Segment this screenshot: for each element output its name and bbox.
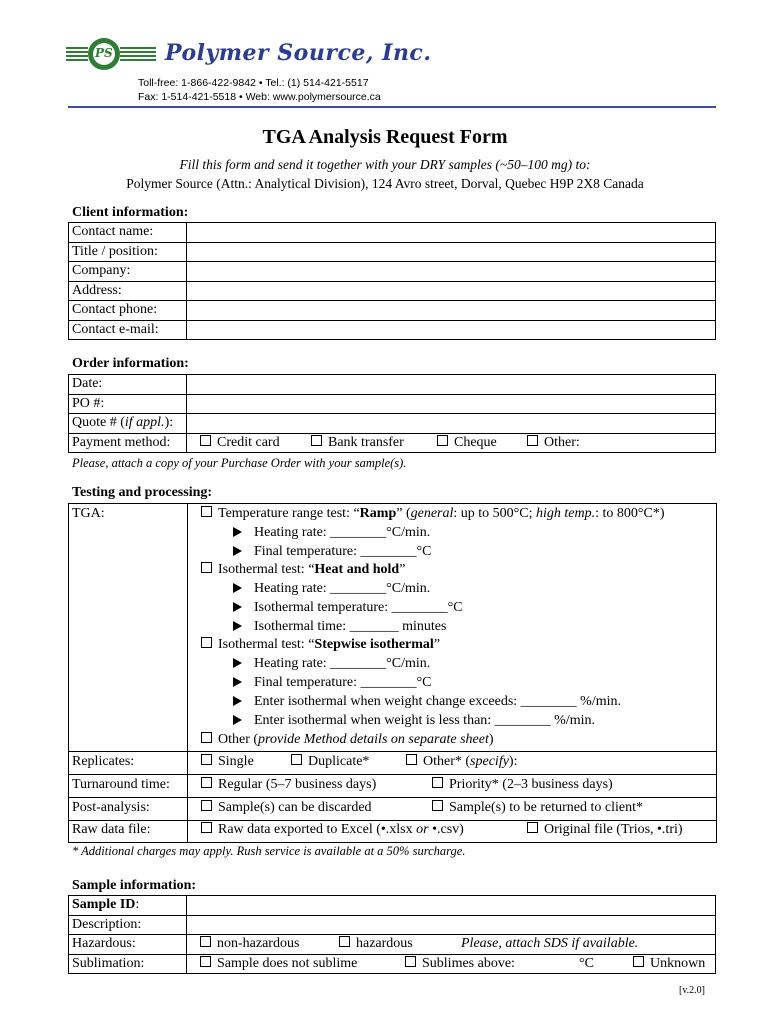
table-row <box>69 242 716 262</box>
no-sublime-checkbox[interactable]: Sample does not sublime <box>200 955 357 973</box>
hazardous-label: Hazardous: <box>69 935 187 955</box>
replicates-duplicate-checkbox[interactable]: Duplicate* <box>291 754 369 770</box>
table-row <box>69 223 716 243</box>
heat-hold-isothermal-temperature[interactable]: Isothermal temperature: ________°C <box>233 600 463 616</box>
stepwise-weight-threshold[interactable]: Enter isothermal when weight is less than: ________ %/min. <box>233 713 595 729</box>
payment-credit-card-checkbox[interactable]: Credit card <box>200 434 280 452</box>
sublimes-above-checkbox[interactable]: Sublimes above: <box>405 955 515 973</box>
charges-note: * Additional charges may apply. Rush service is available at a 50% surcharge. <box>72 844 466 858</box>
order-table <box>68 374 716 453</box>
company-label: Company: <box>69 262 187 282</box>
order-heading: Order information: <box>72 356 189 371</box>
tga-label: TGA: <box>72 506 105 521</box>
header-rule <box>68 106 716 108</box>
company-logo <box>66 36 162 72</box>
payment-bank-transfer-checkbox[interactable]: Bank transfer <box>311 434 404 452</box>
form-title: TGA Analysis Request Form <box>262 126 508 148</box>
heat-hold-isothermal-time[interactable]: Isothermal time: _______ minutes <box>233 619 446 635</box>
company-name: Polymer Source, Inc. <box>165 40 432 66</box>
payment-options <box>187 433 716 453</box>
hazardous-options <box>187 935 716 955</box>
ramp-heating-rate[interactable]: Heating rate: ________°C/min. <box>233 525 430 541</box>
non-hazardous-checkbox[interactable]: non-hazardous <box>200 935 299 953</box>
table-row <box>69 935 716 955</box>
post-return-checkbox[interactable]: Sample(s) to be returned to client* <box>432 800 643 816</box>
table-row <box>69 954 716 974</box>
heat-hold-heating-rate[interactable]: Heating rate: ________°C/min. <box>233 581 430 597</box>
po-note: Please, attach a copy of your Purchase Order with your sample(s). <box>72 456 407 470</box>
client-table <box>68 222 716 340</box>
payment-label: Payment method: <box>69 433 187 453</box>
post-analysis-label: Post-analysis: <box>72 800 150 815</box>
sample-table <box>68 895 716 974</box>
ramp-test-checkbox[interactable]: Temperature range test: “Ramp” (general: up to 500°C; high temp.: to 800°C*) <box>201 506 665 522</box>
heat-hold-checkbox[interactable]: Isothermal test: “Heat and hold” <box>201 562 405 578</box>
turnaround-priority-checkbox[interactable]: Priority* (2–3 business days) <box>432 777 613 793</box>
arrow-bullet-icon <box>233 677 242 687</box>
table-row <box>69 414 716 434</box>
arrow-bullet-icon <box>233 715 242 725</box>
raw-original-checkbox[interactable]: Original file (Trios, •.tri) <box>527 822 683 838</box>
replicates-single-checkbox[interactable]: Single <box>201 754 254 770</box>
other-method-checkbox[interactable]: Other (provide Method details on separate sheet) <box>201 732 494 748</box>
testing-heading: Testing and processing: <box>72 485 213 500</box>
arrow-bullet-icon <box>233 696 242 706</box>
logo-graphic <box>66 36 162 72</box>
version-label: [v.2.0] <box>679 985 706 996</box>
sample-heading: Sample information: <box>72 878 197 893</box>
table-row <box>69 433 716 453</box>
sublimation-unit: °C <box>579 955 594 971</box>
payment-cheque-checkbox[interactable]: Cheque <box>437 434 497 452</box>
stepwise-heating-rate[interactable]: Heating rate: ________°C/min. <box>233 656 430 672</box>
sublimation-options <box>187 954 716 974</box>
table-row <box>69 915 716 935</box>
raw-excel-checkbox[interactable]: Raw data exported to Excel (•.xlsx or •.csv) <box>201 822 464 838</box>
contact-line-2: Fax: 1-514-421-5518 • Web: www.polymersource.ca <box>138 91 381 103</box>
quote-label: Quote # (if appl.): <box>69 414 187 434</box>
date-field[interactable] <box>187 375 716 395</box>
client-heading: Client information: <box>72 205 189 220</box>
table-row <box>69 896 716 916</box>
po-label: PO #: <box>69 394 187 414</box>
address-field[interactable] <box>187 281 716 301</box>
table-row <box>69 281 716 301</box>
contact-name-label: Contact name: <box>69 223 187 243</box>
phone-label: Contact phone: <box>69 301 187 321</box>
replicates-label: Replicates: <box>72 754 135 769</box>
address-label: Address: <box>69 281 187 301</box>
testing-table <box>68 503 717 843</box>
table-row <box>69 301 716 321</box>
arrow-bullet-icon <box>233 602 242 612</box>
stepwise-final-temperature[interactable]: Final temperature: ________°C <box>233 675 431 691</box>
stepwise-weight-change[interactable]: Enter isothermal when weight change exceeds: ________ %/min. <box>233 694 621 710</box>
sublimation-label: Sublimation: <box>69 954 187 974</box>
instruction: Fill this form and send it together with your DRY samples (~50–100 mg) to: <box>179 157 591 172</box>
replicates-other-checkbox[interactable]: Other* (specify): <box>406 754 517 770</box>
table-row <box>69 375 716 395</box>
sample-id-field[interactable] <box>187 896 716 916</box>
table-row <box>69 320 716 340</box>
contact-line-1: Toll-free: 1-866-422-9842 • Tel.: (1) 514-421-5517 <box>138 77 369 89</box>
raw-data-label: Raw data file: <box>72 822 151 837</box>
description-label: Description: <box>69 915 187 935</box>
mailing-address: Polymer Source (Attn.: Analytical Division), 124 Avro street, Dorval, Quebec H9P 2X8 Canada <box>126 176 644 191</box>
quote-field[interactable] <box>187 414 716 434</box>
company-field[interactable] <box>187 262 716 282</box>
po-field[interactable] <box>187 394 716 414</box>
table-row <box>69 262 716 282</box>
table-row <box>69 394 716 414</box>
arrow-bullet-icon <box>233 658 242 668</box>
contact-name-field[interactable] <box>187 223 716 243</box>
email-field[interactable] <box>187 320 716 340</box>
arrow-bullet-icon <box>233 527 242 537</box>
email-label: Contact e-mail: <box>69 320 187 340</box>
sds-note: Please, attach SDS if available. <box>461 936 639 951</box>
stepwise-checkbox[interactable]: Isothermal test: “Stepwise isothermal” <box>201 637 440 653</box>
title-label: Title / position: <box>69 242 187 262</box>
turnaround-regular-checkbox[interactable]: Regular (5–7 business days) <box>201 777 376 793</box>
arrow-bullet-icon <box>233 583 242 593</box>
arrow-bullet-icon <box>233 621 242 631</box>
sample-id-label: Sample ID: <box>69 896 187 916</box>
description-field[interactable] <box>187 915 716 935</box>
date-label: Date: <box>69 375 187 395</box>
ramp-final-temperature[interactable]: Final temperature: ________°C <box>233 544 431 560</box>
hazardous-checkbox[interactable]: hazardous <box>339 935 413 953</box>
turnaround-label: Turnaround time: <box>72 777 170 792</box>
phone-field[interactable] <box>187 301 716 321</box>
title-field[interactable] <box>187 242 716 262</box>
sublimation-unknown-checkbox[interactable]: Unknown <box>633 955 705 973</box>
logo-initials: PS <box>95 46 113 60</box>
post-discard-checkbox[interactable]: Sample(s) can be discarded <box>201 800 372 816</box>
arrow-bullet-icon <box>233 546 242 556</box>
payment-other-checkbox[interactable]: Other: <box>527 434 580 452</box>
